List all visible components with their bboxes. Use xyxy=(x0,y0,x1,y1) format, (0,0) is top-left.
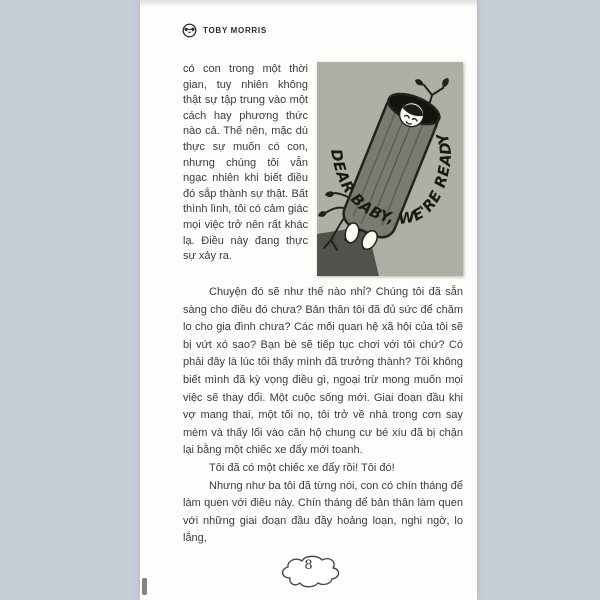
illustration-caption: DEAR BABY, WE'RE READY xyxy=(326,130,456,229)
paragraph-1: có con trong một thời gian, tuy nhiên không thật sự tập trung vào một cách hay phương thức nào cả. Thế nên, mặc dù thực sự muốn có con, nhưng chúng tôi vẫn ngạc nhiên khi biết điều đó sắp thành sự thật. Bất thình lình, tôi có cảm giác mọi việc trở nên rất khác lạ. Điều này đang thực sự xảy ra. xyxy=(183,63,308,263)
page-text xyxy=(183,62,463,548)
page-number: 8 xyxy=(304,558,313,573)
page-header xyxy=(182,23,267,38)
page-number-cloud xyxy=(277,552,341,590)
paragraph-3: Tôi đã có một chiếc xe đẩy rồi! Tôi đó! xyxy=(209,461,395,474)
paragraph-4: Nhưng như ba tôi đã từng nói, con có chín tháng để làm quen với điều này. Chín tháng để bản thân làm quen với những giai đoạn đầu đầy hoảng loạn, nghi ngờ, lo lắng, xyxy=(183,479,463,545)
book-page xyxy=(140,0,477,600)
author-logo-icon xyxy=(182,23,197,38)
ink-smudge xyxy=(142,578,147,595)
baby-in-log-drawing xyxy=(317,62,463,276)
author-name: TOBY MORRIS xyxy=(203,26,267,35)
paragraph-2: Chuyện đó sẽ như thế nào nhỉ? Chúng tôi đã sẵn sàng cho điều đó chưa? Bản thân tôi đã đủ sức để chăm lo cho gia đình chưa? Các mối quan hệ xã hội của tôi sẽ bị vứt xó sao? Bạn bè sẽ tiếp tục chơi với tôi chứ? Có phải đây là lúc tôi thấy mình đã trưởng thành? Tôi không biết mình đã kỳ vọng điều gì, ngoại trừ mong muốn mọi việc sẽ thay đổi. Một cuộc sống mới. Giai đoạn đầu khi vợ mang thai, một tối nọ, tôi trở về nhà trong cơn say mèm và thấy lối vào căn hộ chung cư bé xíu đã bị chặn lại bằng một chiếc xe đẩy mới toanh. xyxy=(183,286,463,457)
illustration xyxy=(317,62,463,276)
